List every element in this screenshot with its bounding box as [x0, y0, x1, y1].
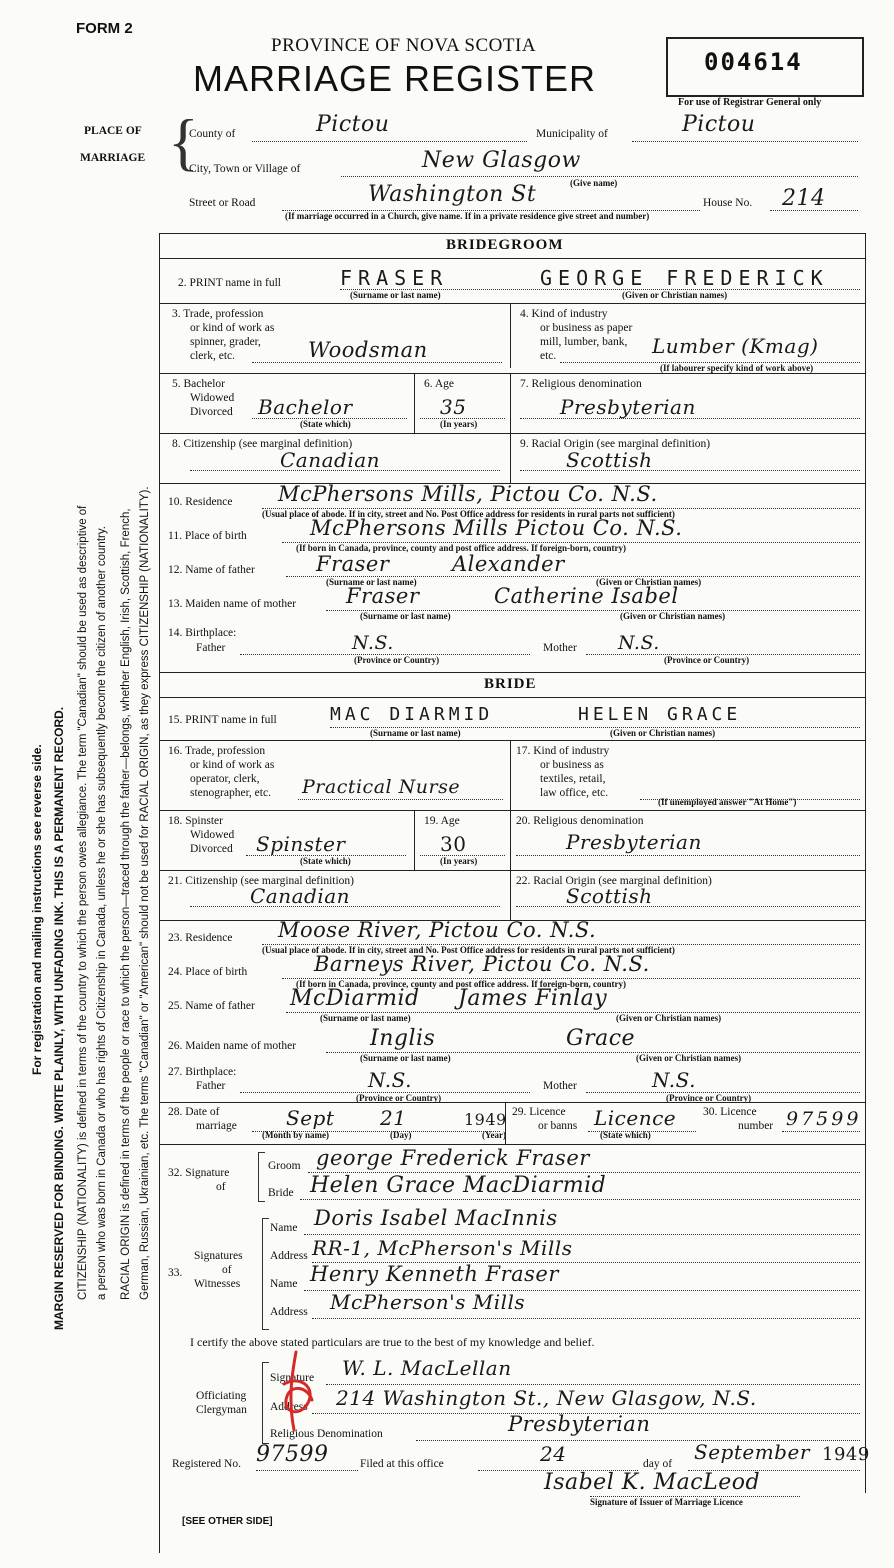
bride-residence-value: Moose River, Pictou Co. N.S. — [278, 918, 597, 942]
give-name-caption: (Give name) — [570, 178, 618, 188]
groom-status-caption: (State which) — [300, 419, 351, 429]
filed-label: Filed at this office — [360, 1458, 444, 1470]
bride-given: HELEN GRACE — [578, 704, 742, 725]
groom-father-surname-caption: (Surname or last name) — [326, 577, 417, 587]
house-label: House No. — [703, 197, 753, 209]
groom-birthplace-label: 11. Place of birth — [168, 530, 247, 542]
groom-trade-value: Woodsman — [308, 338, 428, 362]
bride-unemployed-caption: (If unemployed answer "At Home") — [658, 797, 797, 807]
clergy-denomination: Presbyterian — [508, 1412, 651, 1436]
bride-surname: MAC DIARMID — [330, 704, 494, 725]
street-label: Street or Road — [189, 197, 256, 209]
groom-given-caption: (Given or Christian names) — [622, 290, 728, 300]
bride-status-label-3: Divorced — [190, 843, 233, 855]
witness1-address: RR-1, McPherson's Mills — [312, 1236, 573, 1260]
form-number: FORM 2 — [76, 20, 133, 37]
bride-citizenship-label: 21. Citizenship (see marginal definition) — [168, 875, 354, 887]
filed-year: 1949 — [822, 1444, 870, 1465]
bride-trade-label-4: stenographer, etc. — [190, 787, 271, 799]
groom-citizenship-label: 8. Citizenship (see marginal definition) — [172, 438, 353, 450]
groom-racial-label: 9. Racial Origin (see marginal definition) — [520, 438, 711, 450]
bride-status-label-1: 18. Spinster — [168, 815, 223, 827]
groom-father-label: 12. Name of father — [168, 564, 255, 576]
witness2-address-label: Address — [270, 1306, 308, 1318]
groom-status-value: Bachelor — [258, 395, 353, 419]
bride-age-caption: (In years) — [440, 856, 478, 866]
day-of-label: day of — [643, 1458, 673, 1470]
bride-mother-bp-caption: (Province or Country) — [666, 1093, 752, 1103]
groom-status-label-2: Widowed — [190, 392, 235, 404]
bride-residence-caption: (Usual place of abode. If in city, street and No. Post Office address for residents in rural parts not sufficient) — [262, 945, 675, 955]
groom-surname: FRASER — [340, 266, 449, 290]
groom-mother-bp-label: Mother — [543, 642, 577, 654]
bride-heading: BRIDE — [484, 676, 537, 692]
groom-industry-label-2: or business as paper — [540, 322, 633, 334]
officiating-label-1: Officiating — [196, 1390, 247, 1402]
groom-industry-label-4: etc. — [540, 350, 557, 362]
bride-father-bp-value: N.S. — [368, 1068, 412, 1092]
groom-industry-caption: (If labourer specify kind of work above) — [660, 363, 814, 373]
clergy-address-label: Address — [270, 1401, 308, 1413]
groom-industry-value: Lumber (Kmag) — [652, 334, 819, 358]
bride-citizenship-value: Canadian — [250, 884, 351, 908]
bride-birthplace-value: Barneys River, Pictou Co. N.S. — [314, 952, 650, 976]
bride-residence-label: 23. Residence — [168, 932, 233, 944]
signature-label-1: 32. Signature — [168, 1167, 230, 1179]
groom-father-bp-caption: (Province or Country) — [354, 655, 440, 665]
bride-signature: Helen Grace MacDiarmid — [310, 1173, 607, 1198]
bride-status-label-2: Widowed — [190, 829, 235, 841]
bride-signature-label: Bride — [268, 1187, 294, 1199]
witness1-name: Doris Isabel MacInnis — [314, 1206, 558, 1230]
bride-name-label: 15. PRINT name in full — [168, 714, 277, 726]
groom-mother-given: Catherine Isabel — [494, 584, 679, 608]
groom-age-value: 35 — [440, 395, 467, 419]
witness2-name: Henry Kenneth Fraser — [310, 1262, 559, 1286]
witness2-name-label: Name — [270, 1278, 298, 1290]
bride-trade-label-3: operator, clerk, — [190, 773, 260, 785]
see-other-side: [SEE OTHER SIDE] — [182, 1516, 273, 1527]
witnesses-label-2: of — [222, 1264, 232, 1276]
city-value: New Glasgow — [422, 148, 581, 173]
marriage-year: 1949 — [464, 1110, 507, 1129]
groom-residence-value: McPhersons Mills, Pictou Co. N.S. — [278, 482, 658, 506]
registrar-note: For use of Registrar General only — [678, 97, 822, 108]
groom-birthplace-caption: (If born in Canada, province, county and post office address. If foreign-born, country) — [296, 543, 627, 553]
bride-father-label: 25. Name of father — [168, 1000, 255, 1012]
groom-birthplace-value: McPhersons Mills Pictou Co. N.S. — [310, 516, 683, 540]
certification-text: I certify the above stated particulars are true to the best of my knowledge and belief. — [190, 1335, 595, 1349]
bride-birthplace-caption: (If born in Canada, province, county and post office address. If foreign-born, country) — [296, 979, 627, 989]
bride-trade-label-2: or kind of work as — [190, 759, 275, 771]
groom-father-given-caption: (Given or Christian names) — [596, 577, 702, 587]
street-value: Washington St — [368, 182, 537, 207]
licence-type: Licence — [594, 1106, 677, 1130]
marriage-day: 21 — [380, 1106, 407, 1130]
bride-given-caption: (Given or Christian names) — [610, 728, 716, 738]
groom-signature-label: Groom — [268, 1160, 301, 1172]
bride-industry-label-3: textiles, retail, — [540, 773, 606, 785]
witnesses-brace — [262, 1218, 269, 1330]
registered-label: Registered No. — [172, 1458, 241, 1470]
groom-given: GEORGE FREDERICK — [540, 266, 829, 290]
day-caption: (Day) — [390, 1130, 412, 1140]
witness1-address-label: Address — [270, 1250, 308, 1262]
bride-mother-bp-value: N.S. — [652, 1068, 696, 1092]
groom-racial-value: Scottish — [566, 448, 653, 472]
date-label-1: 28. Date of — [168, 1106, 220, 1118]
groom-trade-label-1: 3. Trade, profession — [172, 308, 264, 320]
groom-religion-value: Presbyterian — [560, 395, 696, 419]
licence-type-caption: (State which) — [600, 1130, 651, 1140]
signature-brace — [258, 1152, 265, 1202]
bride-status-value: Spinster — [256, 832, 346, 856]
groom-father-bp-value: N.S. — [352, 632, 394, 654]
province-heading: PROVINCE OF NOVA SCOTIA — [271, 35, 537, 56]
licence-number-label-2: number — [738, 1120, 774, 1132]
margin-racial-1: RACIAL ORIGIN is defined in terms of the people or race to which the person—traced through the father—belongs, whether English, Irish, Scottish, French, — [120, 508, 132, 1300]
bride-father-surname-caption: (Surname or last name) — [320, 1013, 411, 1023]
margin-citizenship-2: a person who was born in Canada or who has rights of Citizenship in Canada, unless he or she has subsequently become the citizen of another country. — [96, 526, 108, 1300]
bride-racial-value: Scottish — [566, 884, 653, 908]
bride-mother-label: 26. Maiden name of mother — [168, 1040, 297, 1052]
licence-number: 97599 — [786, 1108, 862, 1130]
municipality-value: Pictou — [682, 112, 756, 137]
issuer-signature: Isabel K. MacLeod — [544, 1470, 761, 1495]
bride-mother-given: Grace — [566, 1026, 636, 1051]
bride-industry-label-1: 17. Kind of industry — [516, 745, 610, 757]
bridegroom-heading: BRIDEGROOM — [446, 237, 564, 253]
street-caption: (If marriage occurred in a Church, give name. If in a private residence give street and number) — [285, 211, 650, 221]
groom-father-given: Alexander — [452, 552, 565, 576]
bride-status-caption: (State which) — [300, 856, 351, 866]
groom-mother-given-caption: (Given or Christian names) — [620, 611, 726, 621]
clergy-denomination-label: Religious Denomination — [270, 1428, 383, 1440]
groom-father-surname: Fraser — [316, 552, 390, 576]
groom-age-caption: (In years) — [440, 419, 478, 429]
witness1-name-label: Name — [270, 1222, 298, 1234]
groom-trade-label-3: spinner, grader, — [190, 336, 261, 348]
witnesses-label-1: Signatures — [194, 1250, 243, 1262]
red-pen-mark — [262, 1344, 332, 1440]
groom-citizenship-value: Canadian — [280, 448, 381, 472]
groom-birthplace-parents-label: 14. Birthplace: — [168, 627, 237, 639]
groom-name-label: 2. PRINT name in full — [178, 277, 281, 289]
clergy-signature-label: Signature — [270, 1372, 315, 1384]
groom-mother-bp-value: N.S. — [618, 632, 660, 654]
licence-label-2: or banns — [538, 1120, 578, 1132]
bride-racial-label: 22. Racial Origin (see marginal definition) — [516, 875, 712, 887]
groom-trade-label-2: or kind of work as — [190, 322, 275, 334]
house-value: 214 — [782, 186, 826, 211]
bride-religion-label: 20. Religious denomination — [516, 815, 644, 827]
groom-father-bp-label: Father — [196, 642, 226, 654]
margin-racial-2: German, Russian, Ukrainian, etc. The terms "Canadian" or "American" should not be used for RACIAL ORIGIN, as they express CITIZENSHIP (NATIONALITY). — [139, 486, 151, 1300]
clergy-address: 214 Washington St., New Glasgow, N.S. — [336, 1386, 757, 1410]
filed-month: September — [694, 1440, 810, 1464]
registration-number: 004614 — [704, 48, 803, 76]
groom-age-label: 6. Age — [424, 378, 455, 390]
bride-father-bp-label: Father — [196, 1080, 226, 1092]
groom-mother-bp-caption: (Province or Country) — [664, 655, 750, 665]
city-label: City, Town or Village of — [189, 163, 301, 175]
bride-father-surname: McDiarmid — [290, 986, 420, 1011]
bride-industry-label-4: law office, etc. — [540, 787, 609, 799]
groom-religion-label: 7. Religious denomination — [520, 378, 642, 390]
issuer-caption: Signature of Issuer of Marriage Licence — [590, 1497, 743, 1507]
officiating-label-2: Clergyman — [196, 1404, 247, 1416]
margin-citizenship-1: CITIZENSHIP (NATIONALITY) is defined in terms of the country to which the person owes allegiance. The term "Canadian" should be used as descriptive of — [77, 505, 89, 1300]
bride-mother-bp-label: Mother — [543, 1080, 577, 1092]
witnesses-label-3: Witnesses — [194, 1278, 241, 1290]
groom-residence-caption: (Usual place of abode. If in city, street and No. Post Office address for residents in rural parts not sufficient) — [262, 509, 675, 519]
bride-age-label: 19. Age — [424, 815, 460, 827]
date-label-2: marriage — [196, 1120, 237, 1132]
groom-mother-surname-caption: (Surname or last name) — [360, 611, 451, 621]
bride-father-given-caption: (Given or Christian names) — [616, 1013, 722, 1023]
bride-surname-caption: (Surname or last name) — [370, 728, 461, 738]
bride-father-given: James Finlay — [458, 986, 608, 1011]
bride-trade-label-1: 16. Trade, profession — [168, 745, 266, 757]
bride-father-bp-caption: (Province or Country) — [356, 1093, 442, 1103]
bride-mother-surname: Inglis — [370, 1026, 436, 1051]
month-caption: (Month by name) — [262, 1130, 329, 1140]
groom-status-label-3: Divorced — [190, 406, 233, 418]
groom-residence-label: 10. Residence — [168, 496, 233, 508]
registered-number: 97599 — [256, 1442, 329, 1467]
brace: { — [168, 106, 199, 177]
bride-birthplace-label: 24. Place of birth — [168, 966, 248, 978]
clergy-signature: W. L. MacLellan — [342, 1356, 512, 1380]
groom-industry-label-3: mill, lumber, bank, — [540, 336, 628, 348]
groom-surname-caption: (Surname or last name) — [350, 290, 441, 300]
bride-trade-value: Practical Nurse — [302, 776, 461, 798]
groom-signature: george Frederick Fraser — [316, 1146, 590, 1170]
municipality-label: Municipality of — [536, 128, 608, 140]
signature-label-2: of — [216, 1181, 226, 1193]
groom-trade-label-4: clerk, etc. — [190, 350, 236, 362]
margin-instructions: For registration and mailing instructions see reverse side. — [30, 744, 44, 1075]
year-caption: (Year) — [482, 1130, 506, 1140]
witnesses-number: 33. — [168, 1267, 183, 1279]
place-of-label: PLACE OF — [84, 125, 142, 137]
bride-religion-value: Presbyterian — [566, 830, 702, 854]
bride-age-value: 30 — [440, 832, 467, 856]
licence-number-label-1: 30. Licence — [703, 1106, 757, 1118]
page-title: MARRIAGE REGISTER — [193, 58, 597, 99]
groom-industry-label-1: 4. Kind of industry — [520, 308, 608, 320]
bride-industry-label-2: or business as — [540, 759, 604, 771]
marriage-month: Sept — [286, 1106, 335, 1130]
county-value: Pictou — [316, 112, 390, 137]
licence-label-1: 29. Licence — [512, 1106, 566, 1118]
bride-mother-given-caption: (Given or Christian names) — [636, 1053, 742, 1063]
bride-birthplace-parents-label: 27. Birthplace: — [168, 1066, 237, 1078]
county-label: County of — [189, 128, 236, 140]
groom-status-label-1: 5. Bachelor — [172, 378, 226, 390]
marriage-label: MARRIAGE — [80, 152, 146, 164]
groom-mother-label: 13. Maiden name of mother — [168, 598, 297, 610]
witness2-address: McPherson's Mills — [330, 1290, 526, 1314]
bride-mother-surname-caption: (Surname or last name) — [360, 1053, 451, 1063]
groom-mother-surname: Fraser — [346, 584, 420, 608]
filed-day: 24 — [540, 1442, 567, 1466]
margin-binding-note: MARGIN RESERVED FOR BINDING. WRITE PLAINLY, WITH UNFADING INK. THIS IS A PERMANENT RECORD. — [52, 706, 66, 1330]
